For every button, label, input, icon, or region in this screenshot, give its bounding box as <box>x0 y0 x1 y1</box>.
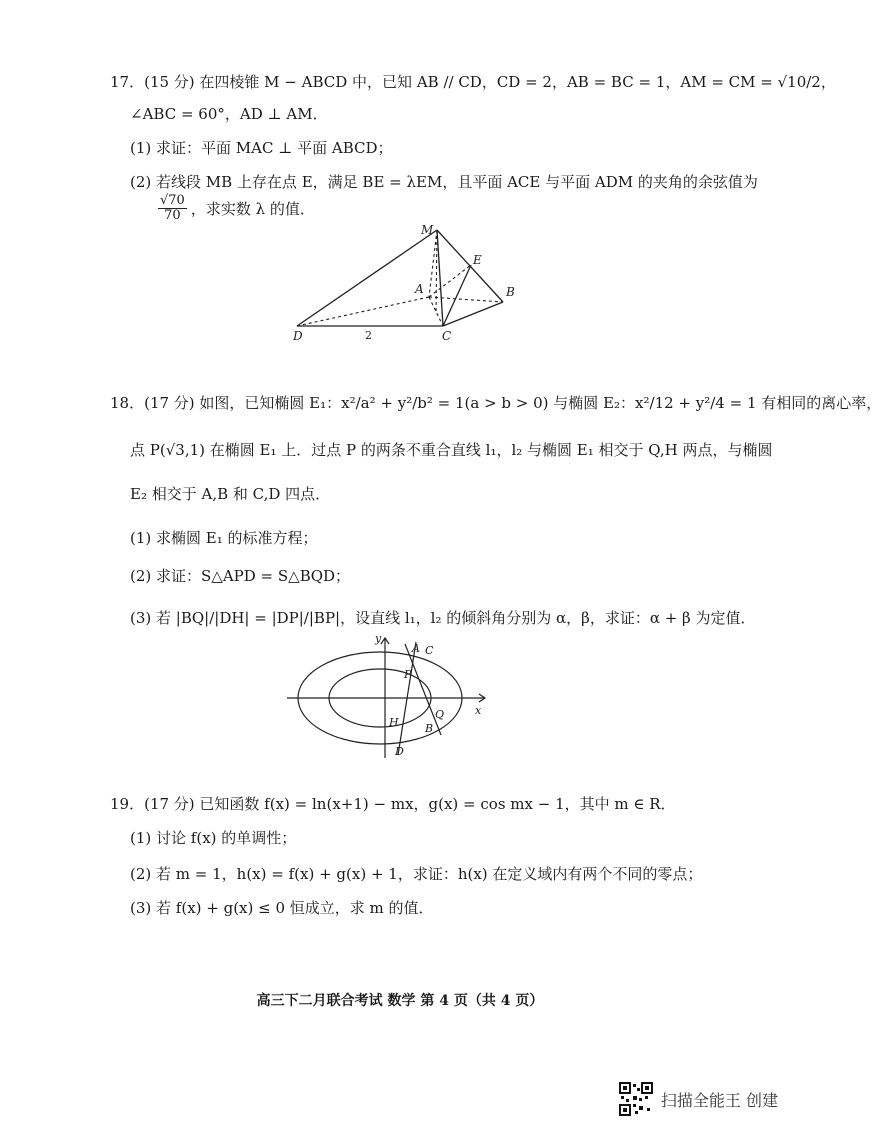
q17-fraction-num: √70 <box>160 193 185 208</box>
edge-DA <box>297 297 429 326</box>
q18-part2: (2) 求证：S△APD = S△BQD； <box>130 567 351 585</box>
q19-part3: (3) 若 f(x) + g(x) ≤ 0 恒成立，求 m 的值． <box>130 899 434 917</box>
q18-line2: 点 P(√3,1) 在椭圆 E₁ 上．过点 P 的两条不重合直线 l₁，l₂ 与椭圆 E₁ 相交于 Q,H 两点，与椭圆 <box>130 441 773 459</box>
label-B: B <box>425 722 434 735</box>
q17-line2: ∠ABC = 60°，AD ⊥ AM． <box>130 105 328 123</box>
edge-MD <box>297 230 437 326</box>
altitude <box>436 230 437 314</box>
q18-part1: (1) 求椭圆 E₁ 的标准方程； <box>130 529 318 547</box>
label-C: C <box>425 644 434 657</box>
q19-part2: (2) 若 m = 1，h(x) = f(x) + g(x) + 1，求证：h(x) 在定义域内有两个不同的零点； <box>130 865 703 883</box>
label-C: C <box>442 329 452 343</box>
label-D: D <box>395 745 404 758</box>
q17-fraction <box>158 194 187 223</box>
edge-AB <box>429 297 503 302</box>
label-H: H <box>389 716 399 729</box>
label-B: B <box>506 285 515 299</box>
q17-line1: 17．(15 分) 在四棱锥 M − ABCD 中，已知 AB // CD，CD = 2，AB = BC = 1，AM = CM = √10/2， <box>110 73 836 91</box>
page-footer: 高三下二月联合考试 数学 第 4 页（共 4 页） <box>256 993 544 1009</box>
q17-part2b <box>158 194 315 223</box>
label-CD-length: 2 <box>365 329 372 342</box>
q17-part2b-text: ，求实数 λ 的值． <box>190 199 315 218</box>
label-Q: Q <box>435 708 445 721</box>
edge-AE <box>429 265 471 297</box>
label-M: M <box>421 223 434 237</box>
watermark-text: 扫描全能王 创建 <box>660 1090 778 1110</box>
q19-part1: (1) 讨论 f(x) 的单调性； <box>130 829 297 847</box>
q18-part3: (3) 若 |BQ|/|DH| = |DP|/|BP|，设直线 l₁，l₂ 的倾斜角分别为 α，β，求证：α + β 为定值． <box>130 609 756 627</box>
label-A: A <box>415 282 424 296</box>
q18-line1: 18．(17 分) 如图，已知椭圆 E₁：x²/a² + y²/b² = 1(a > b > 0) 与椭圆 E₂：x²/12 + y²/4 = 1 有相同的离心率， <box>110 394 881 412</box>
q17-pyramid-figure <box>285 222 535 347</box>
label-x: x <box>475 704 482 717</box>
scanner-watermark <box>619 1082 778 1116</box>
label-A: A <box>412 642 420 655</box>
label-P: P <box>404 668 412 681</box>
q18-line3: E₂ 相交于 A,B 和 C,D 四点． <box>130 485 331 503</box>
qr-code-icon <box>619 1082 653 1116</box>
q19-line1: 19．(17 分) 已知函数 f(x) = ln(x+1) − mx，g(x) = cos mx − 1，其中 m ∈ R． <box>110 795 676 813</box>
q17-fraction-den: 70 <box>164 208 181 223</box>
q17-part2a: (2) 若线段 MB 上存在点 E，满足 BE = λEM，且平面 ACE 与平面 ADM 的夹角的余弦值为 <box>130 173 758 191</box>
label-E: E <box>473 253 482 267</box>
edge-MC <box>437 230 443 326</box>
label-D: D <box>293 329 303 343</box>
q18-ellipse-figure <box>285 630 495 760</box>
label-y: y <box>375 632 382 645</box>
q17-part1: (1) 求证：平面 MAC ⊥ 平面 ABCD； <box>130 139 393 157</box>
